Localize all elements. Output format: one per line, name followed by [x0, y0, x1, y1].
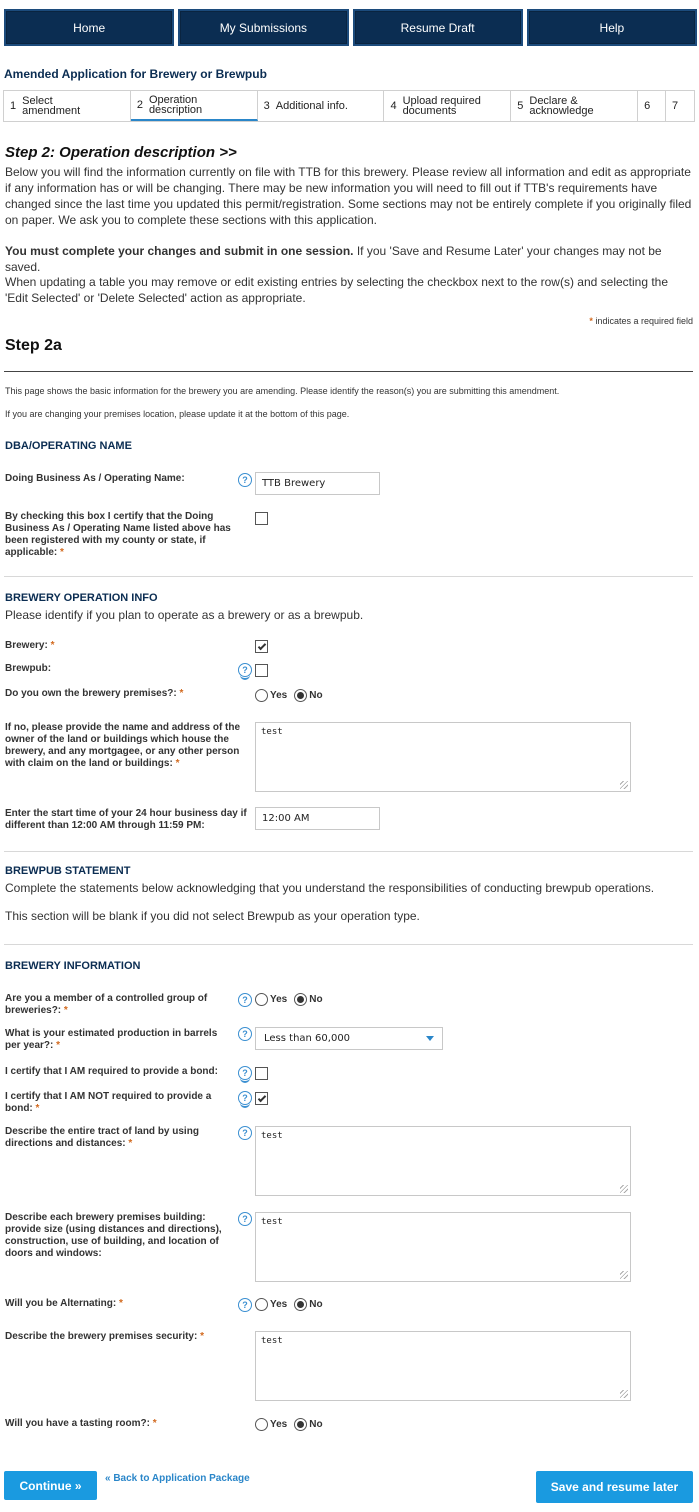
divider	[4, 944, 693, 945]
step-label: Additional info.	[275, 100, 348, 112]
bond-required-label: I certify that I AM required to provide a bond:	[5, 1066, 218, 1077]
required-marker: *	[119, 1298, 123, 1309]
help-icon[interactable]: ?	[238, 473, 252, 487]
alternating-yes-radio[interactable]	[255, 1298, 268, 1311]
building-label: Describe each brewery premises building: provide size (using distances and directions), construction, use of building, and location of doors and windows:	[5, 1212, 222, 1259]
no-label: No	[309, 1299, 323, 1310]
bond-required-checkbox[interactable]	[255, 1067, 268, 1080]
alternating-label	[5, 1298, 235, 1310]
resize-grip-icon[interactable]	[620, 781, 628, 789]
nav-resume-draft[interactable]: Resume Draft	[353, 9, 523, 46]
step-number: 1	[10, 100, 17, 112]
alternating-radio-group	[255, 1298, 330, 1311]
checkmark-icon	[257, 1093, 265, 1101]
tasting-room-no-radio[interactable]	[294, 1418, 307, 1431]
step-number: 3	[263, 100, 270, 112]
divider	[4, 371, 693, 372]
step-number: 6	[644, 100, 651, 112]
brewpub-note: This section will be blank if you did not select Brewpub as your operation type.	[5, 909, 420, 923]
owner-info-value: test	[261, 727, 283, 737]
own-premises-radio-group	[255, 689, 330, 702]
security-textarea[interactable]	[255, 1331, 631, 1401]
help-icon[interactable]: ?	[238, 1298, 252, 1312]
brewpub-checkbox[interactable]	[255, 664, 268, 677]
tab-step-5[interactable]	[511, 91, 638, 121]
save-and-resume-button[interactable]: Save and resume later	[536, 1471, 693, 1503]
no-label: No	[309, 994, 323, 1005]
nav-help[interactable]: Help	[527, 9, 697, 46]
production-selected-value: Less than 60,000	[264, 1033, 351, 1044]
brewpub-section-title: BREWPUB STATEMENT	[5, 865, 131, 877]
production-select[interactable]	[255, 1027, 443, 1050]
owner-info-text: If no, please provide the name and address of the owner of the land or buildings which house the brewery, and any mortgagee, or any other person with claim on the land or buildings:	[5, 722, 241, 769]
page-heading: Step 2: Operation description >>	[5, 144, 237, 161]
controlled-group-label	[5, 993, 235, 1017]
session-warning	[5, 243, 693, 275]
resize-grip-icon[interactable]	[620, 1271, 628, 1279]
session-warning-rest: If you 'Save and Resume Later' your changes may not be saved.	[5, 244, 662, 274]
step-label: Operation description	[148, 94, 203, 116]
required-marker: *	[179, 688, 184, 699]
controlled-group-yes-radio[interactable]	[255, 993, 268, 1006]
help-icon[interactable]: ?	[238, 1091, 252, 1105]
required-marker: *	[50, 640, 55, 651]
step-label: Declare & acknowledge	[529, 95, 594, 117]
controlled-group-no-radio[interactable]	[294, 993, 307, 1006]
production-text: What is your estimated production in barrels per year?:	[5, 1028, 218, 1051]
tab-step-3[interactable]	[258, 91, 385, 121]
own-premises-label	[5, 688, 255, 700]
bond-not-required-label	[5, 1091, 235, 1115]
dba-name-label: Doing Business As / Operating Name:	[5, 473, 185, 484]
own-premises-no-radio[interactable]	[294, 689, 307, 702]
tasting-room-label	[5, 1418, 235, 1430]
help-icon[interactable]: ?	[238, 993, 252, 1007]
top-navigation	[4, 9, 697, 46]
operation-section-title: BREWERY OPERATION INFO	[5, 592, 158, 604]
dba-certify-text: By checking this box I certify that the Doing Business As / Operating Name listed above has been registered with my county or state, if applicable:	[5, 511, 231, 558]
resize-grip-icon[interactable]	[620, 1185, 628, 1193]
basic-info-text: This page shows the basic information for the brewery you are amending. Please identify the reason(s) you are submitting this amendment.	[5, 386, 560, 396]
yes-label: Yes	[270, 994, 288, 1005]
controlled-group-radio-group	[255, 993, 330, 1006]
start-time-input[interactable]: 12:00 AM	[255, 807, 380, 830]
own-premises-yes-radio[interactable]	[255, 689, 268, 702]
tab-step-4[interactable]	[384, 91, 511, 121]
tab-step-1[interactable]	[4, 91, 131, 121]
brewpub-label: Brewpub:	[5, 663, 52, 674]
owner-info-label	[5, 722, 255, 770]
owner-info-textarea[interactable]	[255, 722, 631, 792]
step-tabs	[3, 90, 695, 122]
security-value: test	[261, 1336, 283, 1346]
table-note: When updating a table you may remove or edit existing entries by selecting the checkbox next to the row(s) and selecting the 'Edit Selected' or 'Delete Selected' action as appropriate.	[5, 275, 669, 305]
start-time-label: Enter the start time of your 24 hour business day if different than 12:00 AM through 11:59 PM:	[5, 808, 247, 831]
help-icon[interactable]: ?	[238, 663, 252, 677]
required-marker: *	[60, 547, 64, 558]
building-value: test	[261, 1217, 283, 1227]
tasting-room-yes-radio[interactable]	[255, 1418, 268, 1431]
security-text: Describe the brewery premises security:	[5, 1331, 198, 1342]
help-icon[interactable]: ?	[238, 1066, 252, 1080]
help-icon[interactable]: ?	[238, 1126, 252, 1140]
brewery-label-text: Brewery:	[5, 640, 48, 651]
step-label: Upload required documents	[402, 95, 481, 117]
brewery-label	[5, 640, 255, 652]
required-marker: *	[56, 1040, 61, 1051]
required-marker: *	[589, 316, 593, 326]
step-2a-heading: Step 2a	[5, 337, 62, 354]
help-icon[interactable]: ?	[238, 1212, 252, 1226]
tract-textarea[interactable]	[255, 1126, 631, 1196]
nav-my-submissions[interactable]: My Submissions	[178, 9, 348, 46]
yes-label: Yes	[270, 1419, 288, 1430]
required-marker: *	[175, 758, 180, 769]
resize-grip-icon[interactable]	[620, 1390, 628, 1398]
continue-button[interactable]: Continue »	[4, 1471, 97, 1500]
production-label	[5, 1028, 235, 1052]
back-to-application-link[interactable]: « Back to Application Package	[105, 1473, 250, 1484]
bond-not-required-checkbox[interactable]	[255, 1092, 268, 1105]
tract-value: test	[261, 1131, 283, 1141]
security-label	[5, 1331, 235, 1343]
required-marker: *	[200, 1331, 205, 1342]
brewpub-description: Complete the statements below acknowledging that you understand the responsibilities of conducting brewpub operations.	[5, 881, 655, 895]
tasting-room-radio-group	[255, 1418, 330, 1431]
brewery-checkbox[interactable]	[255, 640, 268, 653]
divider	[4, 851, 693, 852]
help-icon[interactable]: ?	[238, 1027, 252, 1041]
no-label: No	[309, 1419, 323, 1430]
brewery-info-section-title: BREWERY INFORMATION	[5, 960, 141, 972]
tract-text: Describe the entire tract of land by using directions and distances:	[5, 1126, 199, 1149]
dba-certify-label	[5, 511, 245, 559]
alternating-text: Will you be Alternating:	[5, 1298, 117, 1309]
required-field-note	[589, 316, 693, 326]
chevron-down-icon	[426, 1036, 434, 1041]
dba-name-input[interactable]: TTB Brewery	[255, 472, 380, 495]
alternating-no-radio[interactable]	[294, 1298, 307, 1311]
tab-step-7[interactable]	[666, 91, 694, 121]
intro-text: Below you will find the information currently on file with TTB for this brewery. Please review all information and edit as appropriate if any information has or will be changing. There may be new information you will need to fill out if TTB's requirements have changed since the last time you updated this permit/registration. Some sections may not be entirely complete if you originally filed on paper. We ask you to complete these sections with this application.	[5, 165, 692, 227]
operation-description: Please identify if you plan to operate as a brewery or as a brewpub.	[5, 608, 364, 622]
tract-label	[5, 1126, 235, 1150]
step-label: Select amendment	[22, 95, 81, 117]
tab-step-6[interactable]	[638, 91, 666, 121]
required-marker: *	[128, 1138, 133, 1149]
required-marker: *	[63, 1005, 68, 1016]
tasting-room-text: Will you have a tasting room?:	[5, 1418, 150, 1429]
application-title: Amended Application for Brewery or Brewpub	[4, 67, 267, 81]
checkmark-icon	[257, 641, 265, 649]
step-number: 2	[136, 99, 143, 111]
divider	[4, 576, 693, 577]
no-label: No	[309, 690, 323, 701]
required-marker: *	[35, 1103, 40, 1114]
dba-section-title: DBA/OPERATING NAME	[5, 440, 132, 452]
step-number: 5	[517, 100, 524, 112]
tab-step-2[interactable]	[131, 91, 258, 121]
step-number: 7	[672, 100, 679, 112]
premises-note: If you are changing your premises location, please update it at the bottom of this page.	[5, 409, 350, 419]
own-premises-text: Do you own the brewery premises?:	[5, 688, 177, 699]
controlled-group-text: Are you a member of a controlled group of breweries?:	[5, 993, 208, 1016]
required-marker: *	[152, 1418, 157, 1429]
required-note-text: indicates a required field	[595, 316, 693, 326]
yes-label: Yes	[270, 690, 288, 701]
session-warning-bold: You must complete your changes and submit in one session.	[5, 244, 354, 258]
building-textarea[interactable]	[255, 1212, 631, 1282]
nav-home[interactable]: Home	[4, 9, 174, 46]
yes-label: Yes	[270, 1299, 288, 1310]
bond-not-required-text: I certify that I AM NOT required to provide a bond:	[5, 1091, 212, 1114]
step-number: 4	[390, 100, 397, 112]
dba-certify-checkbox[interactable]	[255, 512, 268, 525]
